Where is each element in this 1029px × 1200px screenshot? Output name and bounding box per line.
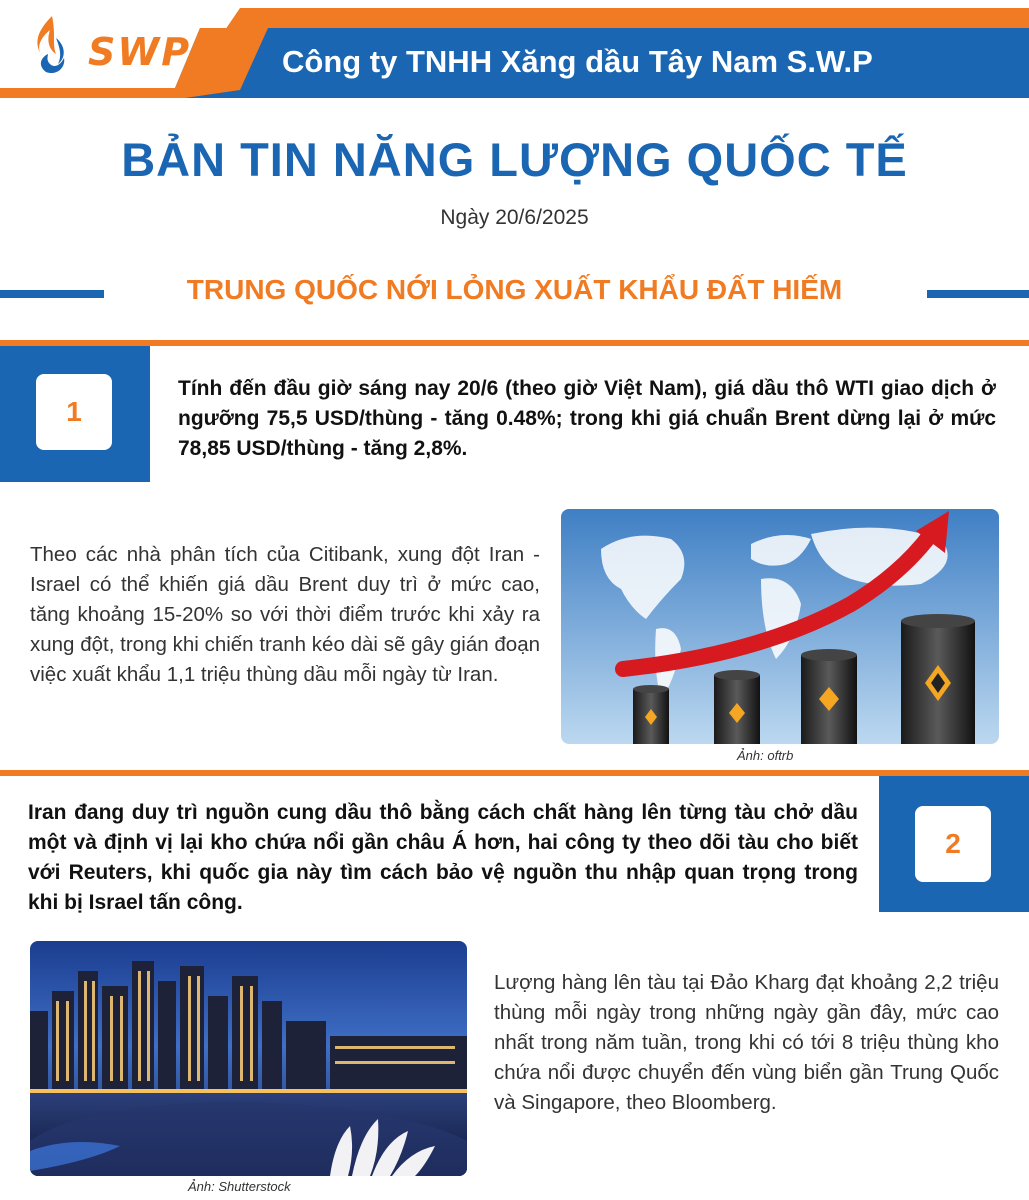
- flame-icon: [26, 14, 76, 76]
- swp-logo: [20, 12, 220, 82]
- oil-price-rising-image: [561, 509, 999, 744]
- divider-middle: [0, 770, 1029, 776]
- logo-text: SWP: [88, 30, 192, 74]
- section2-caption: Ảnh: Shutterstock: [188, 1179, 291, 1194]
- header-banner: [0, 0, 1029, 100]
- section1-body: Theo các nhà phân tích của Citibank, xung đột Iran - Israel có thể khiến giá dầu Brent duy trì ở mức cao, tăng khoảng 15-20% so với thời điểm trước khi xảy ra xung đột, trong khi chiến tranh kéo dài sẽ gây gián đoạn việc xuất khẩu 1,1 triệu thùng dầu mỗi ngày từ Iran.: [30, 543, 540, 686]
- section1-number-panel: [0, 346, 150, 482]
- section1-caption: Ảnh: oftrb: [737, 748, 794, 763]
- subtitle: TRUNG QUỐC NỚI LỎNG XUẤT KHẨU ĐẤT HIẾM: [186, 274, 843, 305]
- publish-date: Ngày 20/6/2025: [440, 206, 589, 229]
- section1-lead: Tính đến đầu giờ sáng nay 20/6 (theo giờ Việt Nam), giá dầu thô WTI giao dịch ở ngưỡng 75,5 USD/thùng - tăng 0.48%; trong khi giá chuẩn Brent dừng lại ở mức 78,85 USD/thùng - tăng 2,8%.: [178, 377, 996, 460]
- section2-lead: Iran đang duy trì nguồn cung dầu thô bằng cách chất hàng lên từng tàu chở dầu một và định vị lại kho chứa nổi gần châu Á hơn, hai công ty theo dõi tàu cho biết với Reuters, khi quốc gia này tìm cách bảo vệ nguồn thu nhập quan trọng trong khi bị Israel tấn công.: [28, 801, 858, 914]
- section2-number: 2: [915, 806, 991, 882]
- divider-top: [0, 340, 1029, 346]
- section2-number-panel: [879, 776, 1029, 912]
- page-title: BẢN TIN NĂNG LƯỢNG QUỐC TẾ: [121, 133, 908, 186]
- subtitle-row: [0, 270, 1029, 314]
- company-name: Công ty TNHH Xăng dầu Tây Nam S.W.P: [282, 44, 873, 79]
- section2-body: Lượng hàng lên tàu tại Đảo Kharg đạt khoảng 2,2 triệu thùng mỗi ngày trong những ngày gần đây, mức cao nhất trong năm tuần, trong khi có tới 8 triệu thùng kho chứa nổi được chuyển đến vùng biển gần Trung Quốc và Singapore, theo Bloomberg.: [494, 971, 999, 1114]
- singapore-skyline-image: [30, 941, 467, 1176]
- section1-number: 1: [36, 374, 112, 450]
